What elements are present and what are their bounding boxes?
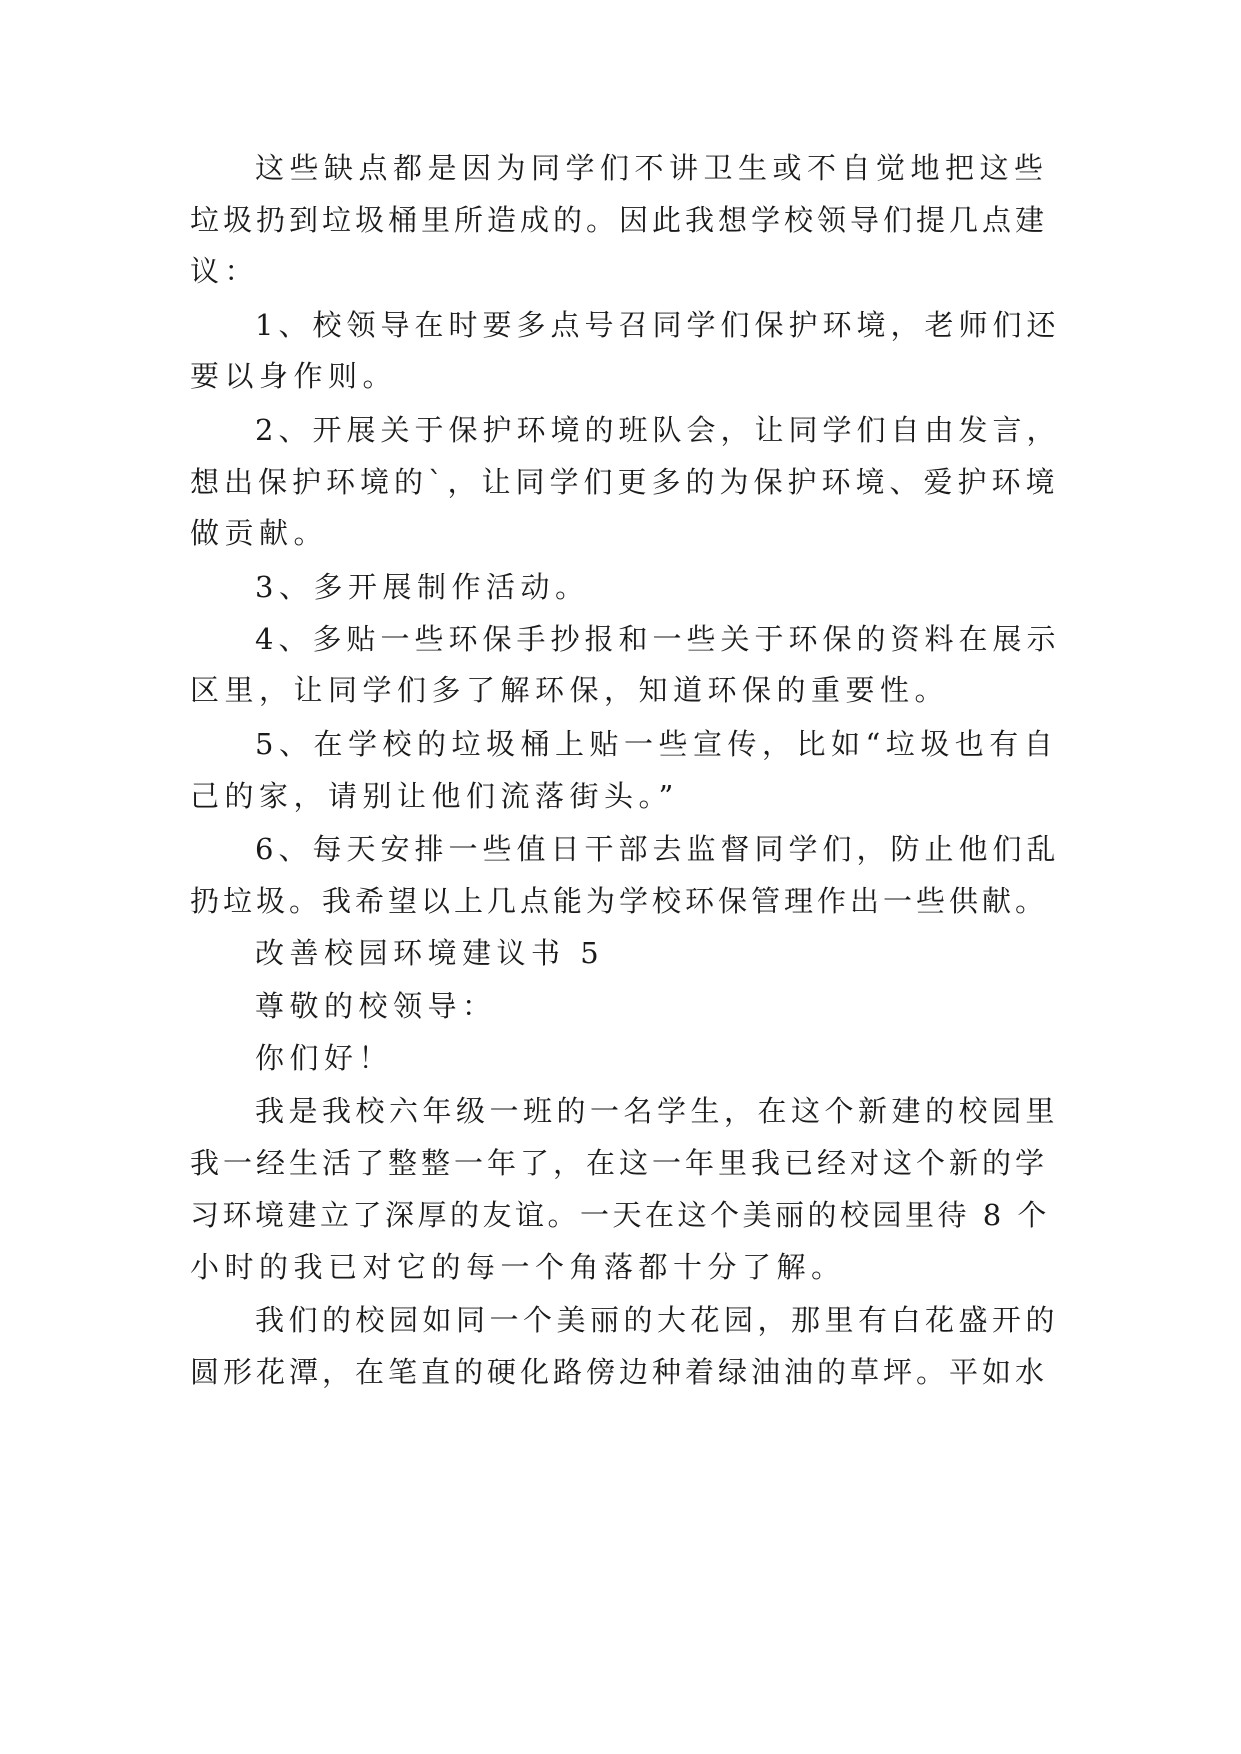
text-line: 5、在学校的垃圾桶上贴一些宣传，比如“垃圾也有自 [255, 727, 1059, 761]
greeting: 你们好！ [255, 1041, 394, 1075]
text-line: 圆形花潭，在笔直的硬化路傍边种着绿油油的草坪。平如水 [190, 1355, 1049, 1389]
section-heading: 改善校园环境建议书 5 [255, 936, 605, 970]
text-line: 我是我校六年级一班的一名学生，在这个新建的校园里 [255, 1094, 1060, 1128]
text-line: 小时的我已对它的每一个角落都十分了解。 [190, 1250, 846, 1284]
text-line: 垃圾扔到垃圾桶里所造成的。因此我想学校领导们提几点建 [190, 203, 1049, 237]
text-line: 要以身作则。 [190, 359, 398, 393]
text-line: 这些缺点都是因为同学们不讲卫生或不自觉地把这些 [255, 151, 1049, 185]
text-line: 4、多贴一些环保手抄报和一些关于环保的资料在展示 [255, 622, 1061, 656]
salutation: 尊敬的校领导： [255, 989, 497, 1023]
text-line: 议： [190, 254, 260, 288]
text-line: 1、校领导在时要多点号召同学们保护环境，老师们还 [255, 308, 1061, 342]
text-line: 扔垃圾。我希望以上几点能为学校环保管理作出一些供献。 [190, 884, 1049, 918]
text-line: 2、开展关于保护环境的班队会，让同学们自由发言， [255, 413, 1061, 447]
text-line: 3、多开展制作活动。 [255, 570, 590, 604]
text-line: 想出保护环境的`，让同学们更多的为保护环境、爱护环境 [190, 465, 1060, 499]
text-line: 我们的校园如同一个美丽的大花园，那里有白花盛开的 [255, 1303, 1060, 1337]
text-line: 我一经生活了整整一年了，在这一年里我已经对这个新的学 [190, 1146, 1049, 1180]
text-line: 习环境建立了深厚的友谊。一天在这个美丽的校园里待 8 个 [190, 1198, 1050, 1232]
text-line: 己的家，请别让他们流落街头。” [190, 779, 679, 813]
text-line: 区里，让同学们多了解环保，知道环保的重要性。 [190, 673, 950, 707]
text-line: 做贡献。 [190, 516, 329, 550]
text-line: 6、每天安排一些值日干部去监督同学们，防止他们乱 [255, 832, 1061, 866]
